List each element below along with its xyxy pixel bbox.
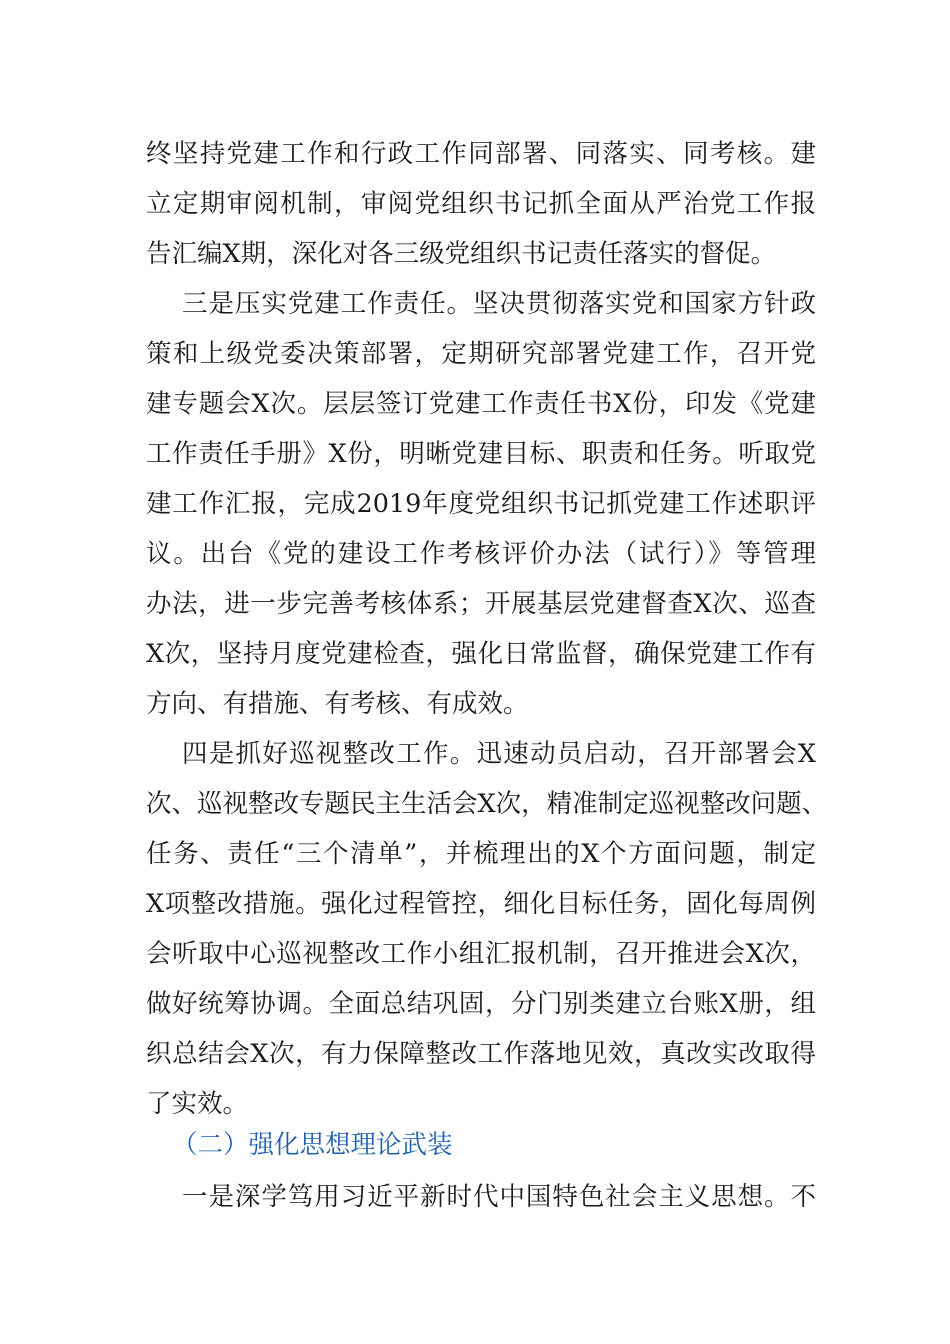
paragraph-line: 策和上级党委决策部署，定期研究部署党建工作，召开党 [146, 339, 816, 369]
paragraph-line: 立定期审阅机制，审阅党组织书记抓全面从严治党工作报 [146, 189, 816, 219]
paragraph-line: 会听取中心巡视整改工作小组汇报机制，召开推进会X次， [146, 939, 816, 969]
paragraph-line: 四是抓好巡视整改工作。迅速动员启动，召开部署会X [182, 739, 816, 769]
paragraph-line: 做好统筹协调。全面总结巩固，分门别类建立台账X册，组 [146, 989, 816, 1019]
paragraph-line: 方向、有措施、有考核、有成效。 [146, 689, 529, 719]
paragraph-line: 三是压实党建工作责任。坚决贯彻落实党和国家方针政 [182, 289, 816, 319]
paragraph-line: 办法，进一步完善考核体系；开展基层党建督查X次、巡查 [146, 589, 816, 619]
paragraph-line: 终坚持党建工作和行政工作同部署、同落实、同考核。建 [146, 139, 816, 169]
paragraph-line: 建专题会X次。层层签订党建工作责任书X份，印发《党建 [146, 389, 816, 419]
paragraph-line: 次、巡视整改专题民主生活会X次，精准制定巡视整改问题、 [146, 789, 828, 819]
paragraph-line: 工作责任手册》X份，明晰党建目标、职责和任务。听取党 [146, 439, 816, 469]
paragraph-line: 织总结会X次，有力保障整改工作落地见效，真改实改取得 [146, 1039, 816, 1069]
section-heading: （二）强化思想理论武装 [172, 1130, 453, 1160]
paragraph-line: 任务、责任“三个清单”，并梳理出的X个方面问题，制定 [146, 839, 816, 869]
paragraph-line: X次，坚持月度党建检查，强化日常监督，确保党建工作有 [146, 639, 816, 669]
paragraph-line: 告汇编X期，深化对各三级党组织书记责任落实的督促。 [146, 239, 777, 269]
paragraph-line: 了实效。 [146, 1089, 249, 1119]
paragraph-line: X项整改措施。强化过程管控，细化目标任务，固化每周例 [146, 889, 816, 919]
paragraph-line: 一是深学笃用习近平新时代中国特色社会主义思想。不 [182, 1182, 816, 1212]
paragraph-line: 议。出台《党的建设工作考核评价办法（试行）》等管理 [146, 539, 816, 569]
paragraph-line: 建工作汇报，完成2019年度党组织书记抓党建工作述职评 [146, 489, 816, 519]
